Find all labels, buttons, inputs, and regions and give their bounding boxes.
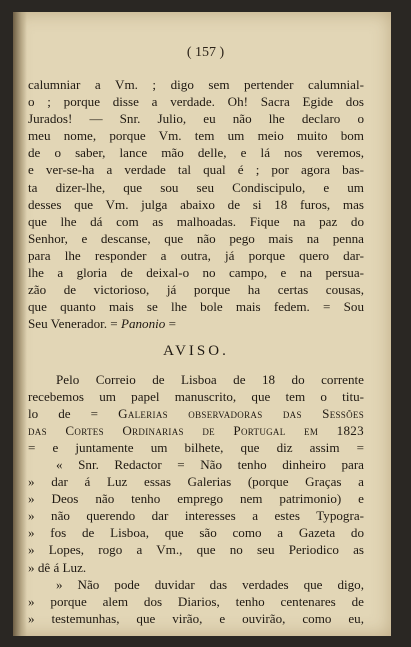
text-line: calumniar a Vm. ; digo sem pertender calumnial- bbox=[28, 77, 364, 92]
text-line: zão de victorioso, já porque ha certas cousas, bbox=[28, 282, 364, 298]
work-title-continued: das Cortes Ordinarias de Portugal em 1823 bbox=[28, 422, 364, 438]
title-prefix: lo de = bbox=[28, 405, 119, 421]
letter-line: » Não pode duvidar das verdades que digo, bbox=[56, 576, 364, 592]
letter-line: » fos de Lisboa, que são como a Gazeta do bbox=[28, 525, 364, 541]
text-line: lhe a gloria de deixal-o no campo, e na persua- bbox=[28, 265, 364, 281]
page-gutter bbox=[13, 12, 27, 636]
aviso-paragraph bbox=[28, 371, 364, 627]
signature-suffix: = bbox=[165, 316, 177, 332]
text-line: o ; porque disse a verdade. Oh! Sacra Egide dos bbox=[28, 94, 364, 110]
letter-line: » testemunhas, que virão, e ouvirão, como eu, bbox=[28, 610, 364, 626]
letter-line: » dê á Luz. bbox=[28, 559, 87, 575]
text-line: que quanto mais se lhe bole mais fedem. = Sou bbox=[28, 299, 364, 315]
text-line: = e juntamente um bilhete, que diz assim = bbox=[28, 439, 364, 455]
work-title: Galerias observadoras das Sessões bbox=[118, 405, 365, 421]
text-line: Senhor, e descanse, que não pego mais na penna bbox=[28, 230, 364, 246]
text-line: que lhe dá com as malhoadas. Fique na paz do bbox=[28, 213, 364, 229]
letter-line: » porque alem dos Diarios, tenho centenares de bbox=[28, 593, 364, 609]
text-line: desses que Vm. julga abaixo de si 18 furos, mas bbox=[28, 196, 364, 212]
text-line: ta dizer-lhe, que sou seu Condiscipulo, e um bbox=[28, 179, 364, 195]
page-body bbox=[28, 76, 364, 627]
letter-line: » Lopes, rogo a Vm., que no seu Periodico as bbox=[28, 542, 364, 558]
letter-line: » não querendo dar interesses a estes Typogra- bbox=[28, 508, 364, 524]
text-line: de o saber, lance mão delle, e lá nos veremos, bbox=[28, 145, 364, 161]
text-line: meu nome, porque Vm. tem um meio muito bom bbox=[28, 128, 364, 144]
page-number: ( 157 ) bbox=[186, 45, 225, 60]
letter-line: » Deos não tenho emprego nem patrimonio) e bbox=[28, 491, 364, 507]
letter-line: « Snr. Redactor = Não tenho dinheiro para bbox=[56, 456, 364, 472]
letter-line: » dar á Luz essas Galerias (porque Graças a bbox=[28, 474, 364, 490]
text-line: recebemos um papel manuscrito, que tem o titu- bbox=[28, 388, 364, 404]
title-line bbox=[28, 405, 364, 422]
top-paragraph bbox=[28, 76, 364, 332]
signature-prefix: Seu Venerador. = bbox=[28, 316, 121, 332]
text-line: Jurados! — Snr. Julio, eu não lhe declaro o bbox=[28, 111, 364, 127]
text-line: para lhe responder a outra, já porque quero dar- bbox=[28, 247, 364, 263]
signature-line bbox=[28, 315, 364, 332]
signature-name: Panonio bbox=[120, 316, 166, 332]
section-heading: AVISO. bbox=[163, 343, 229, 360]
text-line: e ver-se-ha a verdade tal qual é ; por agora bas- bbox=[28, 162, 364, 178]
text-line: Pelo Correio de Lisboa de 18 do corrente bbox=[56, 371, 364, 387]
